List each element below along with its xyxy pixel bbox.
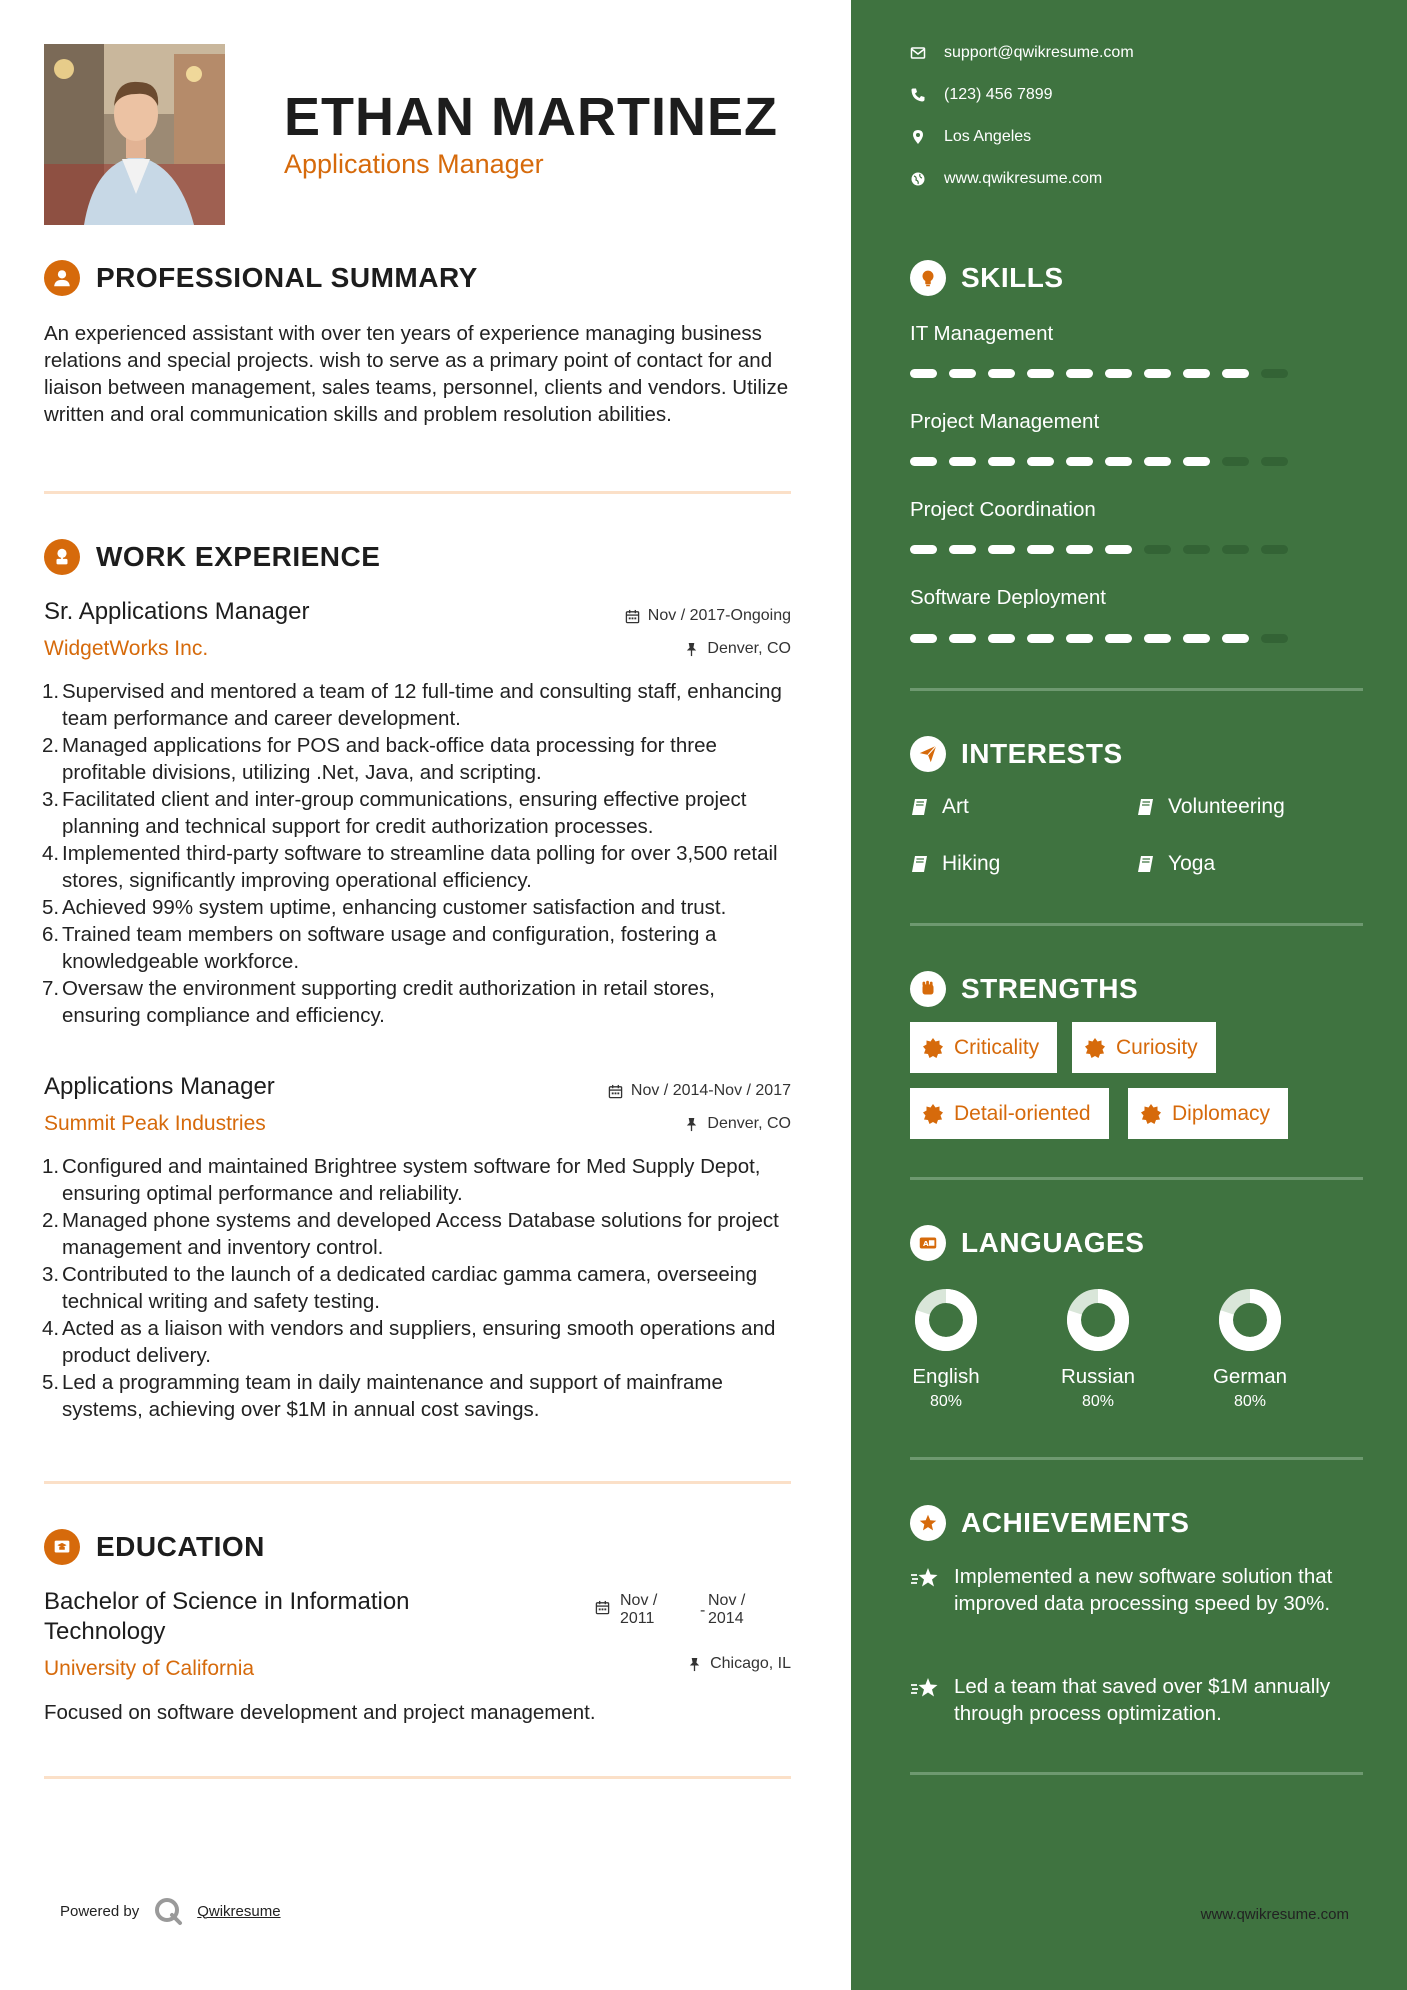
education-location [687, 1655, 791, 1673]
job-location-text: Denver, CO [707, 1115, 791, 1132]
achievement-text: Implemented a new software solution that improved data processing speed by 30%. [954, 1565, 1333, 1615]
skill-level-segment [1144, 634, 1171, 643]
section-divider [910, 1457, 1363, 1460]
phone-text: (123) 456 7899 [944, 86, 1053, 103]
achievement-item [910, 1563, 1360, 1617]
skill-level-segment [1222, 457, 1249, 466]
list-item: Contributed to the launch of a dedicated cardiac gamma camera, overseeing technical writing and safety testing. [62, 1263, 758, 1313]
pin-icon [687, 1657, 702, 1672]
shooting-star-icon [910, 1565, 942, 1593]
skill-level-segment [1066, 457, 1093, 466]
skill-level-segment [1222, 369, 1249, 378]
job-date-text: Nov / 2017-Ongoing [647, 607, 791, 624]
skill-level-segment [949, 634, 976, 643]
language-percent: 80% [1081, 1393, 1115, 1410]
skill-level-segment [1261, 457, 1288, 466]
list-item: Managed phone systems and developed Access Database solutions for project management and inventory control. [62, 1209, 779, 1259]
list-item: Facilitated client and inter-group communications, ensuring effective project planning and technical support for credit authorization processes. [62, 788, 747, 838]
pin-icon [684, 1117, 699, 1132]
skill-level-segment [949, 545, 976, 554]
skill-level-segment [1222, 634, 1249, 643]
candidate-role: Applications Manager [284, 149, 544, 179]
badge-icon [1140, 1103, 1162, 1125]
skill-level-segment [949, 457, 976, 466]
contact-location [910, 128, 1031, 146]
interest-label: Yoga [1168, 852, 1216, 875]
strength-label: Criticality [954, 1035, 1040, 1059]
skill-level-segment [988, 369, 1015, 378]
job-bullets [44, 1153, 794, 1423]
section-divider [910, 1177, 1363, 1180]
edu-end-year: 2014 [708, 1610, 744, 1627]
skill-level-segment [1027, 369, 1054, 378]
school-name: University of California [44, 1657, 255, 1680]
svg-text:A: A [922, 1239, 929, 1249]
skill-level-segment [1183, 634, 1210, 643]
skill-level-segment [1183, 369, 1210, 378]
language-donut [1066, 1288, 1130, 1352]
language-item [886, 1288, 1006, 1411]
skill-name: Project Coordination [910, 498, 1096, 521]
briefcase-icon [44, 539, 80, 575]
map-marker-icon [910, 129, 926, 145]
education-heading: EDUCATION [96, 1531, 265, 1562]
skill-level-segment [1027, 634, 1054, 643]
skill-level-segment [1144, 457, 1171, 466]
skill-level-segment [910, 634, 937, 643]
list-item: Configured and maintained Brightree system software for Med Supply Depot, ensuring optimal performance and reliability. [62, 1155, 761, 1205]
job-bullets [44, 678, 794, 1029]
interest-label: Volunteering [1168, 795, 1285, 818]
calendar-icon [595, 1600, 610, 1615]
paper-plane-icon [910, 736, 946, 772]
job-title: Applications Manager [44, 1073, 275, 1100]
phone-icon [910, 87, 926, 103]
achievement-item [910, 1673, 1360, 1727]
section-divider [910, 1772, 1363, 1775]
work-heading: WORK EXPERIENCE [96, 541, 381, 572]
globe-icon [910, 171, 926, 187]
section-divider [910, 688, 1363, 691]
skill-level-segment [988, 634, 1015, 643]
language-percent: 80% [929, 1393, 963, 1410]
calendar-icon [625, 609, 640, 624]
skill-level-bar [910, 369, 1288, 378]
list-item: Trained team members on software usage and configuration, fostering a knowledgeable workforce. [62, 923, 717, 973]
language-name: German [1212, 1365, 1288, 1388]
job-location [684, 1115, 791, 1133]
qwikresume-link[interactable]: Qwikresume [197, 1902, 281, 1920]
section-divider [44, 1776, 791, 1779]
strength-tag [1128, 1088, 1288, 1139]
section-divider [44, 1481, 791, 1484]
skill-level-bar [910, 634, 1288, 643]
website-text: www.qwikresume.com [944, 170, 1103, 187]
skill-level-segment [1027, 457, 1054, 466]
skill-level-segment [1105, 457, 1132, 466]
achievement-text: Led a team that saved over $1M annually through process optimization. [954, 1675, 1331, 1725]
language-name: Russian [1060, 1365, 1136, 1388]
skill-level-segment [949, 369, 976, 378]
contact-website[interactable] [910, 170, 1102, 188]
skill-name: IT Management [910, 322, 1054, 345]
list-item: Implemented third-party software to streamline data polling for over 3,500 retail stores, significantly improving operational efficiency. [62, 842, 778, 892]
sidebar [851, 0, 1407, 1990]
language-name: English [912, 1365, 980, 1388]
location-text: Los Angeles [944, 128, 1032, 145]
contact-phone[interactable] [910, 86, 1053, 104]
skill-level-segment [988, 545, 1015, 554]
list-item: Managed applications for POS and back-office data processing for three profitable divisions, utilizing .Net, Java, and scripting. [62, 734, 717, 784]
skill-level-segment [1261, 369, 1288, 378]
strength-label: Diplomacy [1172, 1101, 1271, 1125]
edu-end-month: Nov / [708, 1592, 746, 1609]
book-icon [1136, 797, 1156, 817]
interest-item [1136, 795, 1285, 819]
candidate-name: ETHAN MARTINEZ [284, 87, 778, 147]
list-item: Oversaw the environment supporting credit authorization in retail stores, ensuring compliance and efficiency. [62, 977, 715, 1027]
skill-level-segment [1105, 545, 1132, 554]
strength-label: Detail-oriented [954, 1101, 1091, 1125]
degree-line-1: Bachelor of Science in Information [44, 1588, 410, 1615]
list-item: Acted as a liaison with vendors and suppliers, ensuring smooth operations and product delivery. [62, 1317, 776, 1367]
list-item: Achieved 99% system uptime, enhancing customer satisfaction and trust. [62, 896, 727, 919]
skill-level-segment [1066, 634, 1093, 643]
summary-heading: PROFESSIONAL SUMMARY [96, 262, 478, 293]
languages-heading: LANGUAGES [961, 1227, 1145, 1258]
calendar-icon [608, 1084, 623, 1099]
language-percent: 80% [1233, 1393, 1267, 1410]
skill-level-segment [1027, 545, 1054, 554]
skill-name: Project Management [910, 410, 1100, 433]
section-divider [44, 491, 791, 494]
footer-url[interactable]: www.qwikresume.com [1200, 1906, 1349, 1923]
fist-icon [910, 971, 946, 1007]
strengths-heading: STRENGTHS [961, 973, 1139, 1004]
skill-level-segment [1105, 369, 1132, 378]
skill-level-segment [1222, 545, 1249, 554]
job-date-text: Nov / 2014-Nov / 2017 [630, 1082, 791, 1099]
lightbulb-icon [910, 260, 946, 296]
skill-level-segment [988, 457, 1015, 466]
contact-email[interactable] [910, 44, 1134, 62]
job-company: WidgetWorks Inc. [44, 637, 209, 660]
envelope-icon [910, 45, 926, 61]
skill-level-bar [910, 457, 1288, 466]
interest-item [910, 852, 1000, 876]
interests-heading: INTERESTS [961, 738, 1123, 769]
powered-by [60, 1896, 281, 1926]
badge-icon [922, 1103, 944, 1125]
job-location [684, 640, 791, 658]
skill-level-bar [910, 545, 1288, 554]
profile-photo [44, 44, 225, 225]
interest-label: Hiking [942, 852, 1001, 875]
skill-level-segment [1144, 369, 1171, 378]
strength-tag [910, 1022, 1057, 1073]
user-icon [44, 260, 80, 296]
skill-level-segment [910, 457, 937, 466]
book-icon [910, 797, 930, 817]
education-description: Focused on software development and project management. [44, 1701, 596, 1724]
list-item: Supervised and mentored a team of 12 full-time and consulting staff, enhancing team performance and career development. [62, 680, 782, 730]
summary-text: An experienced assistant with over ten years of experience managing business relations and special projects. wish to serve as a primary point of contact for and liaison between management, sales teams, personnel, clients and vendors. Utilize written and oral communication skills and problem resolution abilities. [44, 322, 789, 426]
skill-level-segment [1261, 545, 1288, 554]
book-icon [1136, 854, 1156, 874]
job-location-text: Denver, CO [707, 640, 791, 657]
language-item [1038, 1288, 1158, 1411]
skill-level-segment [1105, 634, 1132, 643]
strength-label: Curiosity [1116, 1035, 1198, 1059]
graduation-cap-icon [44, 1529, 80, 1565]
skills-heading: SKILLS [961, 262, 1064, 293]
skill-name: Software Deployment [910, 586, 1106, 609]
edu-start-year: 2011 [620, 1610, 655, 1627]
section-divider [910, 923, 1363, 926]
degree-line-2: Technology [44, 1618, 166, 1645]
skill-level-segment [1261, 634, 1288, 643]
language-icon [910, 1225, 946, 1261]
language-donut [914, 1288, 978, 1352]
interest-item [910, 795, 969, 819]
language-item [1190, 1288, 1310, 1411]
pin-icon [684, 642, 699, 657]
skill-level-segment [1183, 545, 1210, 554]
language-donut [1218, 1288, 1282, 1352]
edu-start-month: Nov / [620, 1592, 658, 1609]
qwikresume-logo-icon [153, 1896, 183, 1926]
skill-level-segment [910, 545, 937, 554]
interest-item [1136, 852, 1215, 876]
badge-icon [922, 1037, 944, 1059]
shooting-star-icon [910, 1675, 942, 1703]
job-date [608, 1082, 791, 1100]
job-title: Sr. Applications Manager [44, 598, 310, 625]
achievements-heading: ACHIEVEMENTS [961, 1507, 1190, 1538]
skill-level-segment [1183, 457, 1210, 466]
star-badge-icon [910, 1505, 946, 1541]
skill-level-segment [1066, 369, 1093, 378]
powered-by-label: Powered by [60, 1902, 140, 1920]
job-date [625, 607, 791, 625]
list-item: Led a programming team in daily maintenance and support of mainframe systems, achieving over $1M in annual cost savings. [62, 1371, 723, 1421]
skill-level-segment [1144, 545, 1171, 554]
strength-tag [910, 1088, 1109, 1139]
interest-label: Art [942, 795, 969, 818]
skill-level-segment [1066, 545, 1093, 554]
education-date [595, 1592, 795, 1632]
edu-date-dash: - [700, 1602, 706, 1619]
job-company: Summit Peak Industries [44, 1112, 266, 1135]
email-text: support@qwikresume.com [944, 44, 1134, 61]
strength-tag [1072, 1022, 1216, 1073]
book-icon [910, 854, 930, 874]
education-location-text: Chicago, IL [710, 1655, 791, 1672]
skill-level-segment [910, 369, 937, 378]
badge-icon [1084, 1037, 1106, 1059]
